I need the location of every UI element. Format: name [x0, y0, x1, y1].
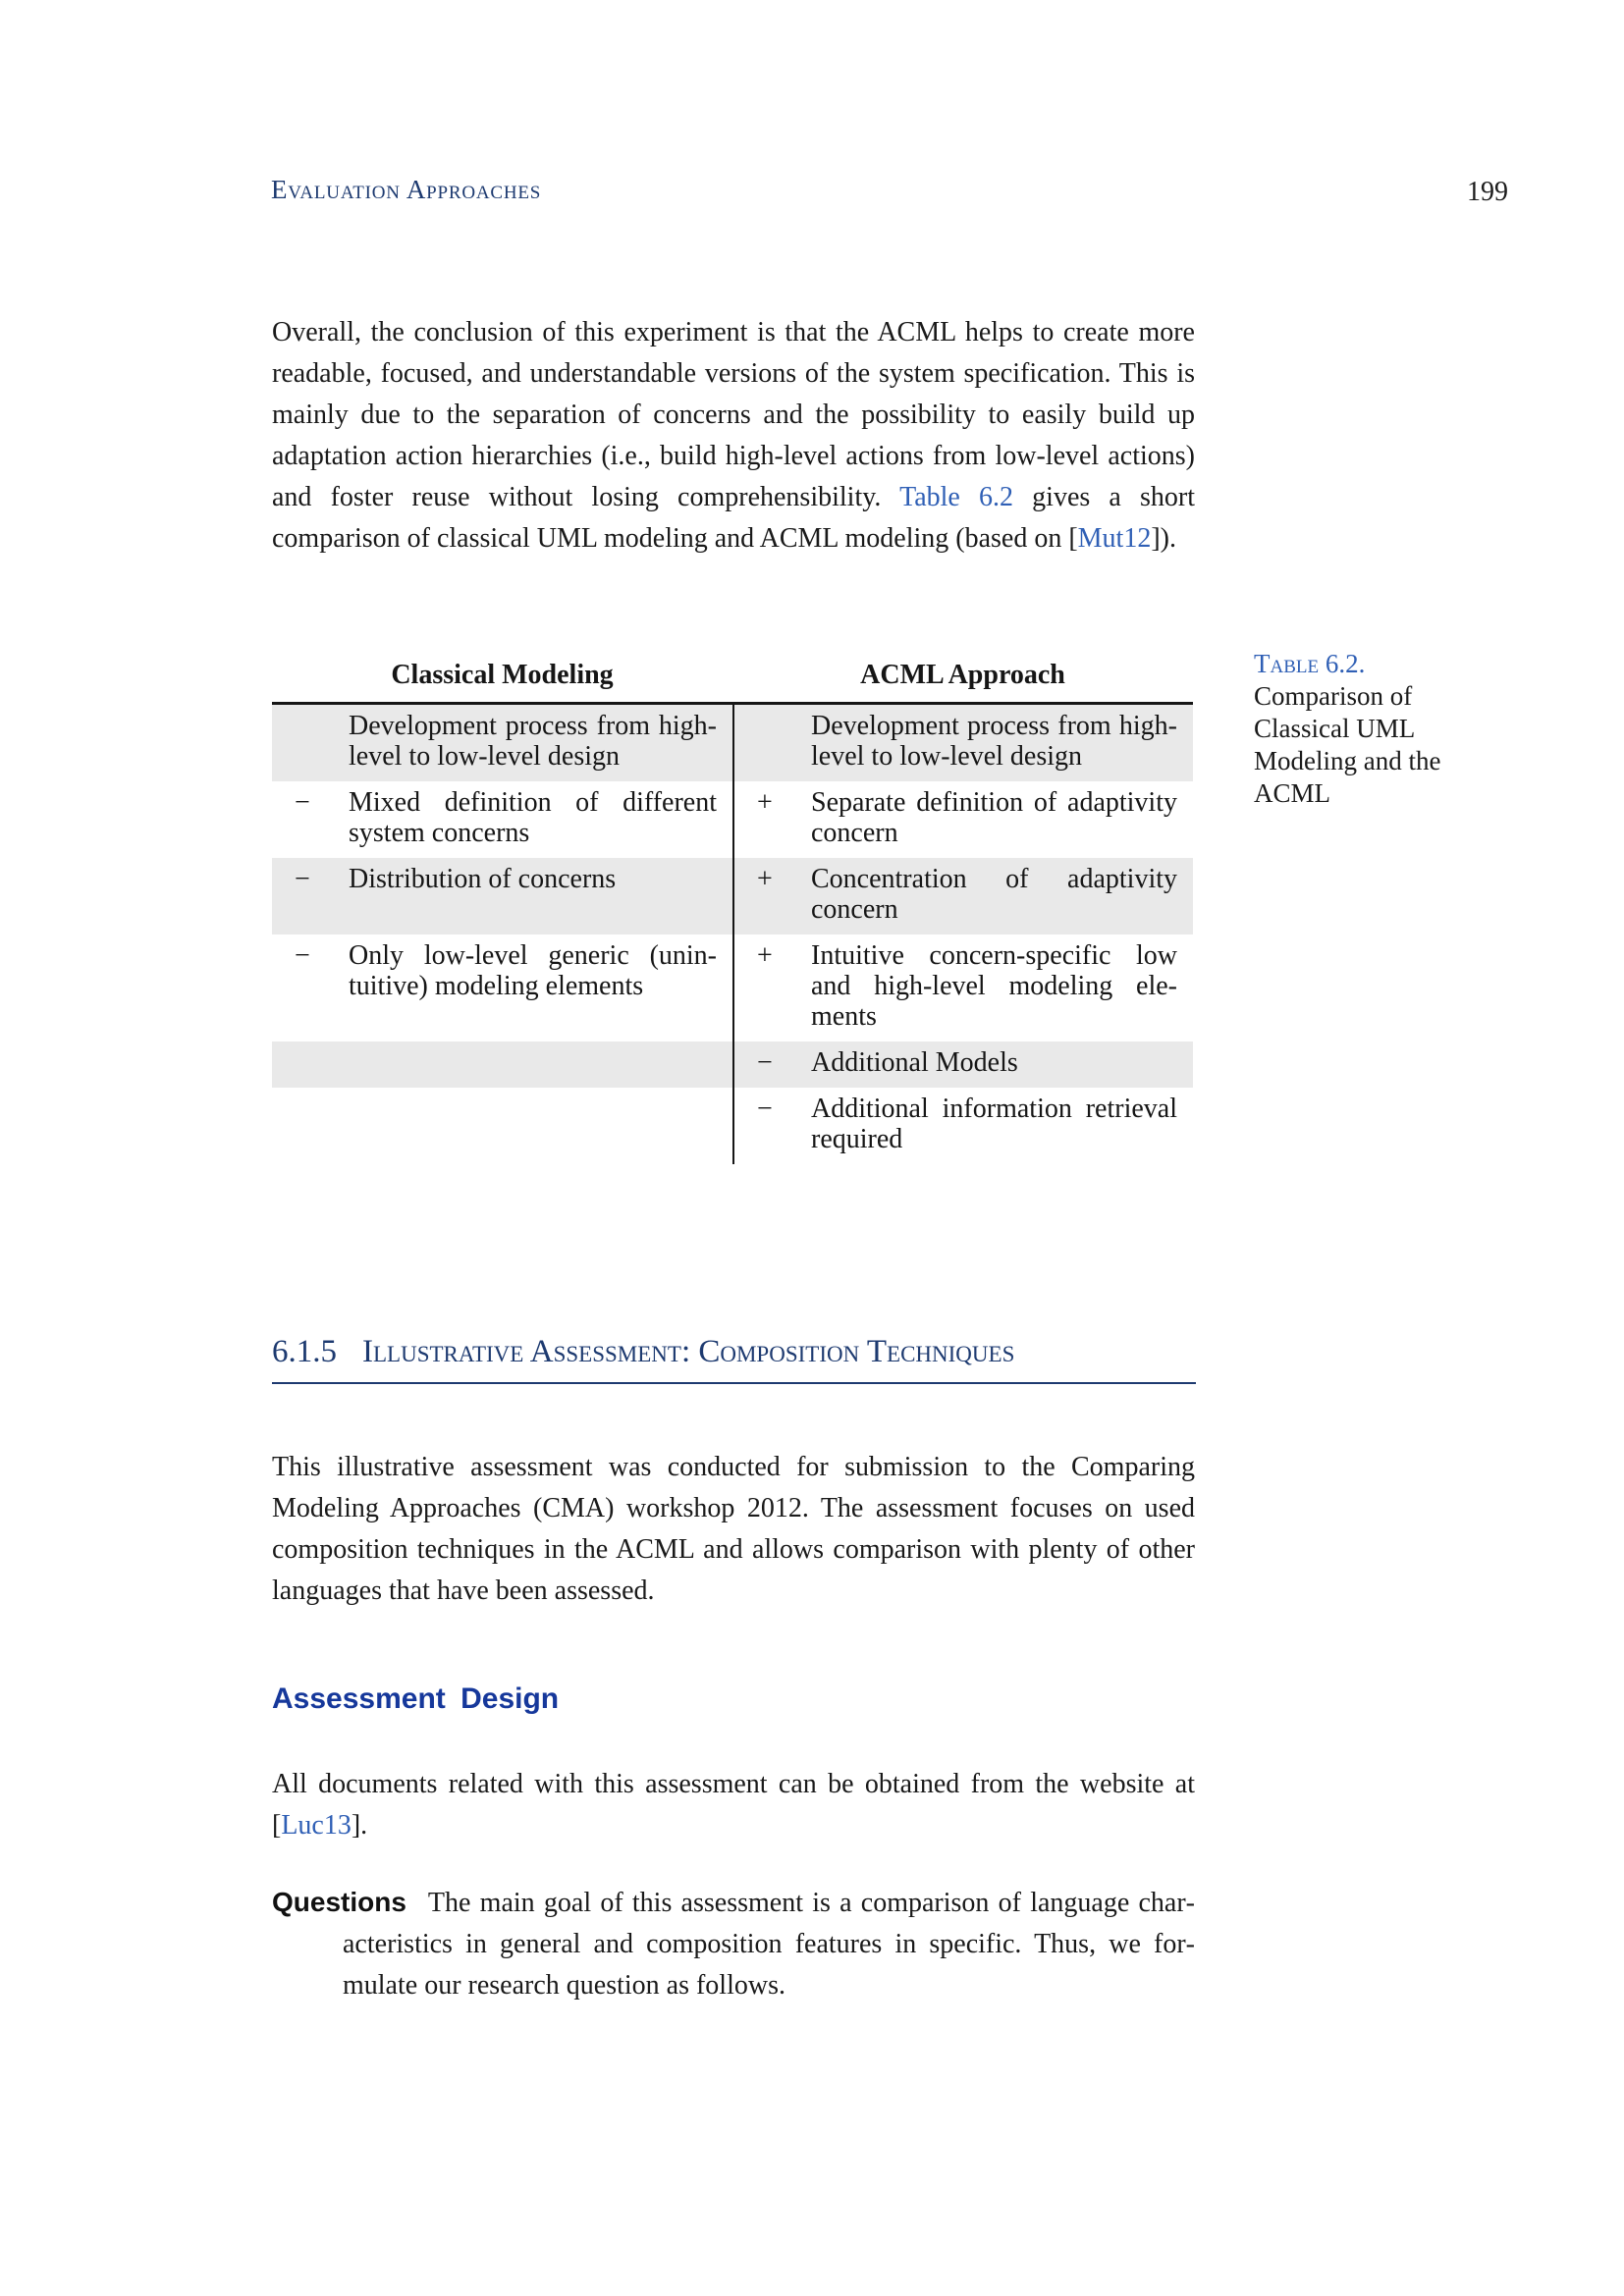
cell-sign: −	[757, 1094, 773, 1124]
comparison-table	[272, 660, 1193, 1164]
table-cell	[272, 705, 732, 781]
table-cell	[732, 858, 1193, 934]
cell-sign: +	[757, 940, 773, 971]
table-caption-text: Comparison of Classical UML Modeling and the ACML	[1254, 681, 1441, 808]
cell-sign: +	[757, 864, 773, 894]
table-caption	[1254, 648, 1488, 810]
cell-sign: −	[757, 1047, 773, 1078]
table-cell	[732, 705, 1193, 781]
cell-text: Additional Models	[811, 1047, 1018, 1078]
cell-text: Mixed definition of different system concerns	[349, 787, 717, 848]
table-row	[272, 781, 1193, 858]
column-header-classical-modeling: Classical Modeling	[391, 660, 614, 690]
cell-sign: +	[757, 787, 773, 818]
questions-paragraph	[272, 1882, 1195, 2006]
table-cell	[732, 934, 1193, 1041]
cell-text: Distribution of concerns	[349, 864, 617, 894]
cell-text: Concentration of adaptivity concern	[811, 864, 1177, 925]
table-cell	[732, 1041, 1193, 1088]
luc13-citation-link[interactable]: Luc13	[281, 1810, 352, 1841]
questions-text: The main goal of this assessment is a comparison of language characteristics in general and composition features in specific. Thus, we formulate our research question as follows.	[343, 1888, 1195, 2001]
mut12-citation-link[interactable]: Mut12	[1077, 523, 1152, 554]
table-cell	[272, 1041, 732, 1088]
table-header-row	[272, 660, 1193, 705]
paragraph-text: Overall, the conclusion of this experiment is that the ACML helps to create more readable, focused, and understandable versions of the system specification. This is mainly due to the separation of concerns and the possibility to easily build up adaptation action hierarchies (i.e., build high-level actions from low-level actions) and foster reuse without losing comprehensibility.	[272, 317, 1195, 512]
table-cell	[272, 781, 732, 858]
documents-paragraph	[272, 1764, 1195, 1846]
page-number: 199	[1467, 177, 1508, 207]
table-row	[272, 1041, 1193, 1088]
cell-sign: −	[295, 864, 310, 894]
paragraph-text: All documents related with this assessment can be obtained from the website at [	[272, 1769, 1195, 1841]
section-number: 6.1.5	[272, 1334, 337, 1369]
column-header-acml-approach: ACML Approach	[860, 660, 1065, 690]
cell-text: Separate definition of adaptivity concern	[811, 787, 1177, 848]
table-caption-label: Table 6.2.	[1254, 649, 1366, 678]
table-row	[272, 705, 1193, 781]
paragraph-text: ].	[351, 1810, 368, 1841]
cell-text: Development process from high-level to low-level design	[811, 711, 1177, 772]
table-row	[272, 1088, 1193, 1164]
paragraph-text: ]).	[1151, 523, 1176, 554]
paragraph-text: gives a short comparison of classical UML modeling and ACML modeling (based on [	[272, 482, 1196, 554]
intro-paragraph	[272, 312, 1195, 560]
table-cell	[272, 858, 732, 934]
section-heading-rule	[272, 1382, 1196, 1384]
table-cell	[272, 1088, 732, 1164]
cell-sign: −	[295, 787, 310, 818]
cell-text: Development process from high-level to low-level design	[349, 711, 717, 772]
table-cell	[732, 781, 1193, 858]
assessment-design-heading: Assessment Design	[272, 1682, 560, 1715]
assessment-intro-paragraph: This illustrative assessment was conducted for submission to the Comparing Modeling Approaches (CMA) workshop 2012. The assessment focuses on used composition techniques in the ACML and allows comparison with plenty of other languages that have been assessed.	[272, 1452, 1195, 1606]
table-cell	[732, 1088, 1193, 1164]
cell-text: Only low-level generic (unintuitive) modeling elements	[349, 940, 717, 1001]
cell-text: Additional information retrieval required	[811, 1094, 1177, 1154]
table-cell	[272, 934, 732, 1041]
section-title: Illustrative Assessment: Composition Techniques	[362, 1334, 1015, 1369]
section-heading	[272, 1333, 1196, 1370]
running-header-title: Evaluation Approaches	[271, 175, 542, 204]
table-row	[272, 934, 1193, 1041]
cell-sign: −	[295, 940, 310, 971]
cell-text: Intuitive concern-specific low and high-level modeling elements	[811, 940, 1177, 1032]
table-6-2-link[interactable]: Table 6.2	[899, 482, 1014, 512]
questions-label: Questions	[272, 1887, 406, 1917]
table-row	[272, 858, 1193, 934]
